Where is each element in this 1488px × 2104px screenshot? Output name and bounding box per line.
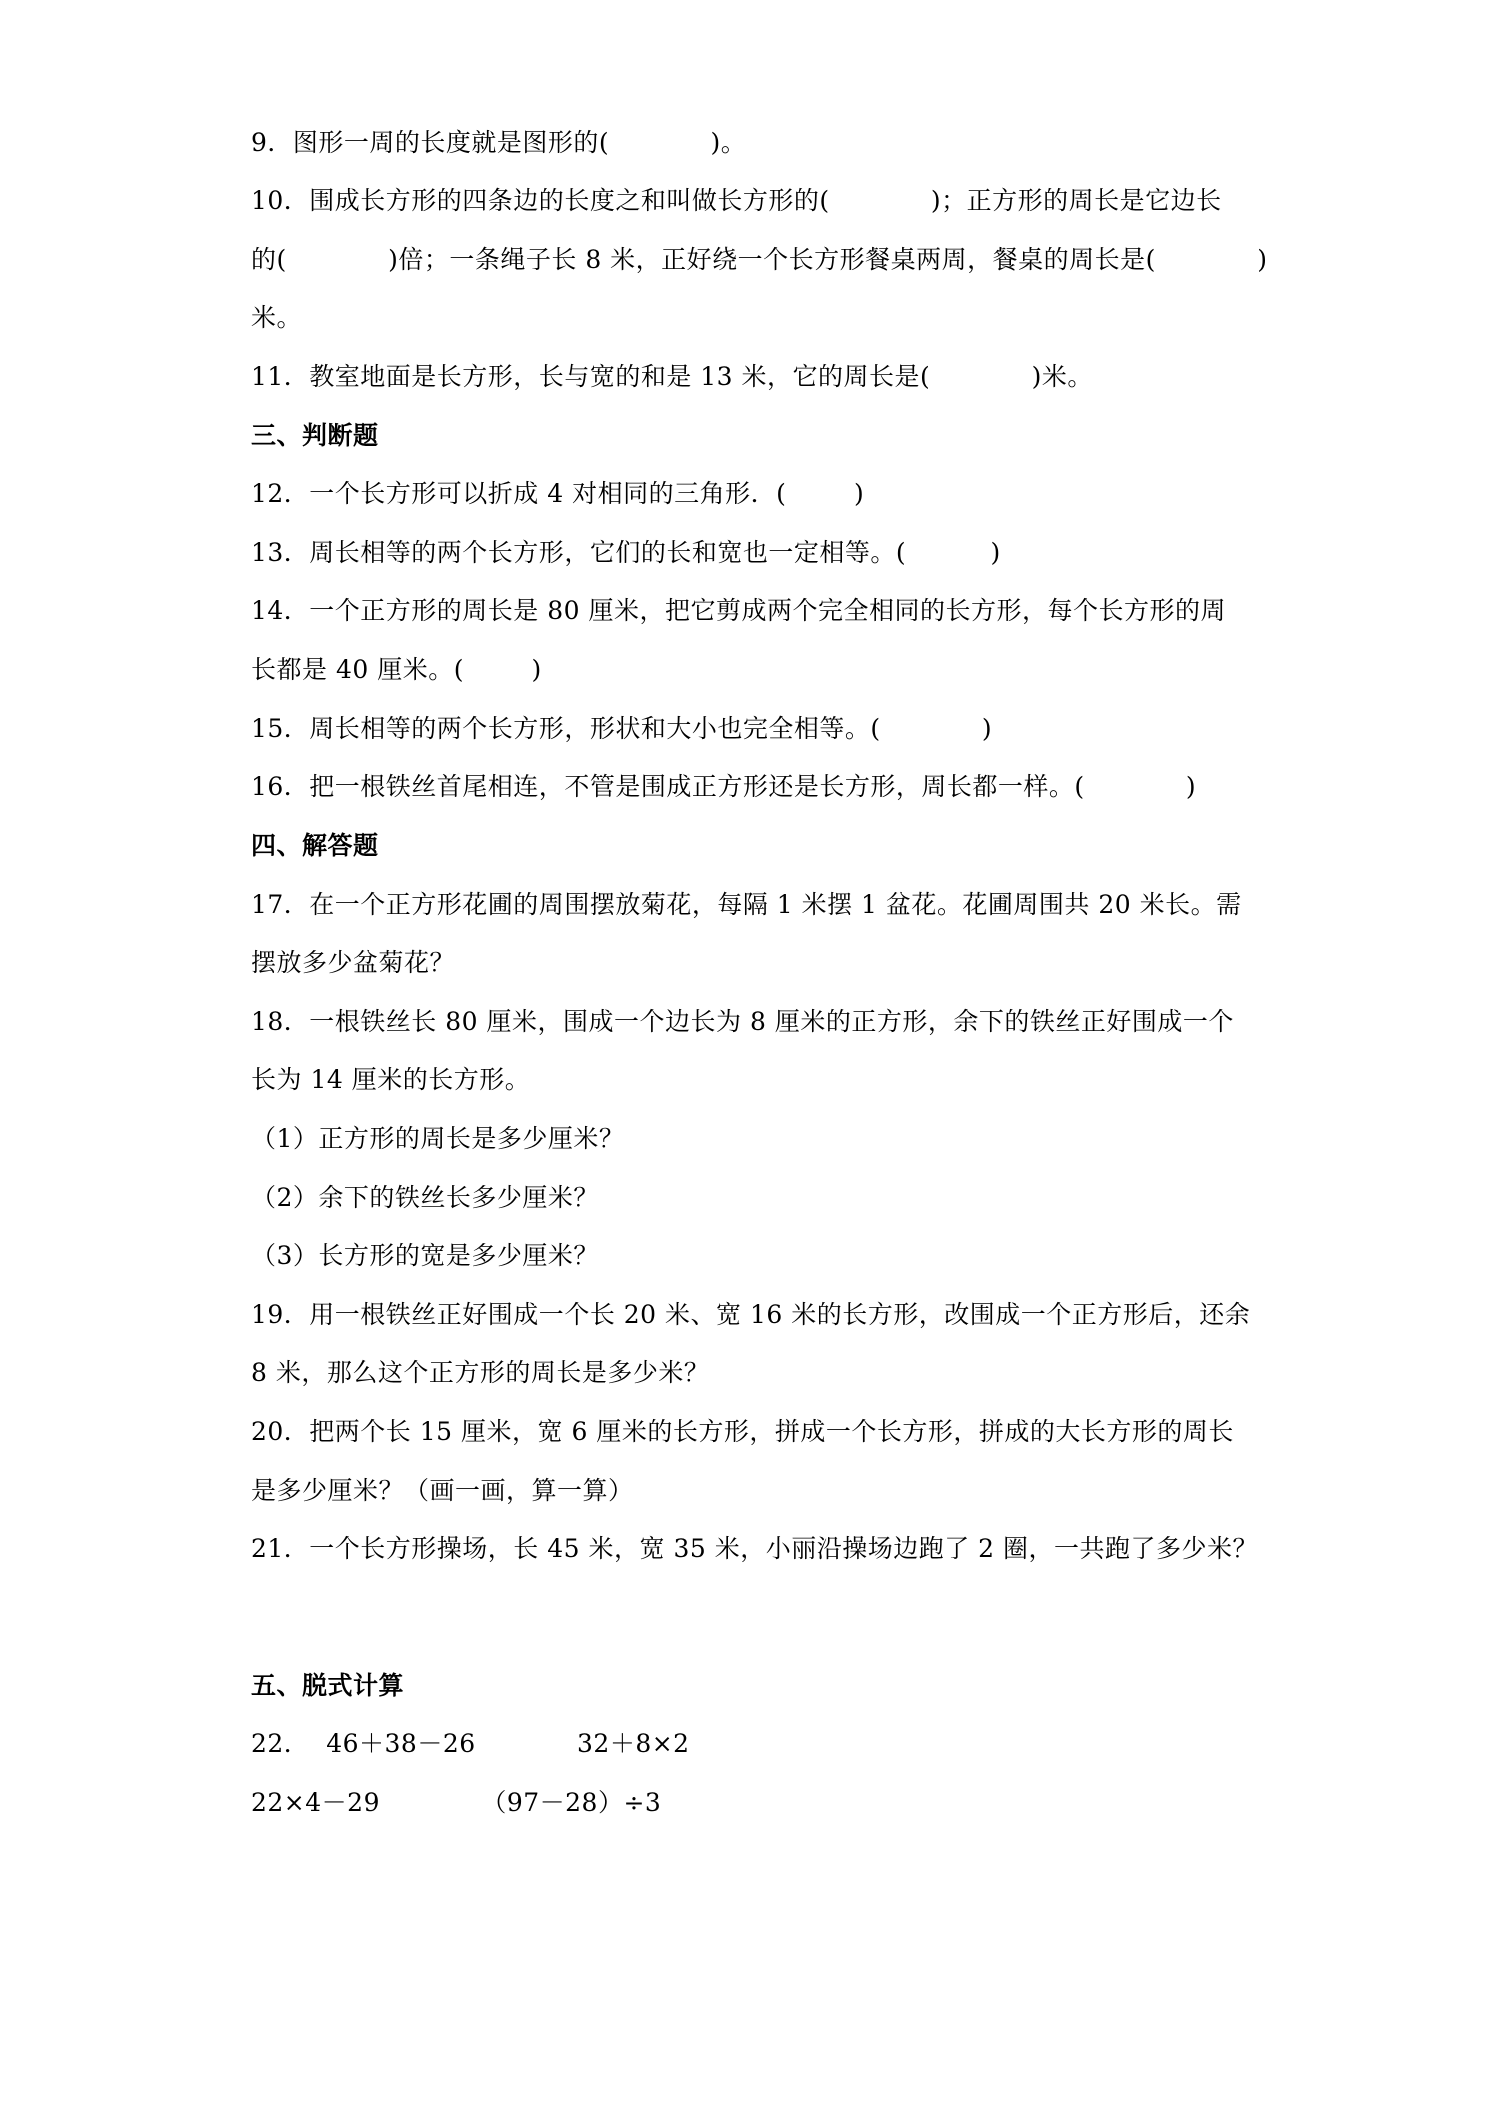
question-17-line-2: 摆放多少盆菊花？ — [251, 948, 456, 977]
question-9: 9．图形一周的长度就是图形的( )。 — [251, 128, 747, 157]
question-19-line-2: 8 米，那么这个正方形的周长是多少米？ — [251, 1358, 710, 1387]
question-10-line-2: 的( )倍；一条绳子长 8 米，正好绕一个长方形餐桌两周，餐桌的周长是( ) — [251, 245, 1268, 274]
question-19-line-1: 19．用一根铁丝正好围成一个长 20 米、宽 16 米的长方形，改围成一个正方形后，还余 — [251, 1300, 1251, 1329]
question-18-line-1: 18．一根铁丝长 80 厘米，围成一个边长为 8 厘米的正方形，余下的铁丝正好围成一个 — [251, 1007, 1234, 1036]
question-11: 11．教室地面是长方形，长与宽的和是 13 米，它的周长是( )米。 — [251, 362, 1093, 391]
question-15: 15．周长相等的两个长方形，形状和大小也完全相等。( ) — [251, 714, 993, 743]
question-22-row-1: 22． 46＋38－26 32＋8×2 — [251, 1729, 690, 1758]
question-16: 16．把一根铁丝首尾相连，不管是围成正方形还是长方形，周长都一样。( ) — [251, 772, 1197, 801]
question-18-part-2: （2）余下的铁丝长多少厘米？ — [251, 1183, 599, 1212]
question-18-line-2: 长为 14 厘米的长方形。 — [251, 1065, 531, 1094]
question-14-line-2: 长都是 40 厘米。( ) — [251, 655, 542, 684]
question-12: 12．一个长方形可以折成 4 对相同的三角形．( ) — [251, 479, 865, 508]
section-heading-word-problems: 四、解答题 — [251, 831, 379, 860]
question-10-line-1: 10．围成长方形的四条边的长度之和叫做长方形的( )；正方形的周长是它边长 — [251, 186, 1222, 215]
question-13: 13．周长相等的两个长方形，它们的长和宽也一定相等。( ) — [251, 538, 1001, 567]
section-heading-step-calculation: 五、脱式计算 — [251, 1671, 405, 1700]
question-22-row-2: 22×4－29 （97－28）÷3 — [251, 1788, 662, 1817]
question-10-line-3: 米。 — [251, 303, 303, 332]
question-18-part-3: （3）长方形的宽是多少厘米？ — [251, 1241, 599, 1270]
question-14-line-1: 14．一个正方形的周长是 80 厘米，把它剪成两个完全相同的长方形，每个长方形的周 — [251, 596, 1227, 625]
section-heading-true-false: 三、判断题 — [251, 421, 379, 450]
question-20-line-2: 是多少厘米？（画一画，算一算） — [251, 1476, 634, 1505]
question-20-line-1: 20．把两个长 15 厘米，宽 6 厘米的长方形，拼成一个长方形，拼成的大长方形的周长 — [251, 1417, 1234, 1446]
question-17-line-1: 17．在一个正方形花圃的周围摆放菊花，每隔 1 米摆 1 盆花。花圃周围共 20 米长。需 — [251, 890, 1242, 919]
question-18-part-1: （1）正方形的周长是多少厘米？ — [251, 1124, 625, 1153]
question-21: 21．一个长方形操场，长 45 米，宽 35 米，小丽沿操场边跑了 2 圈，一共跑了多少米？ — [251, 1534, 1259, 1563]
